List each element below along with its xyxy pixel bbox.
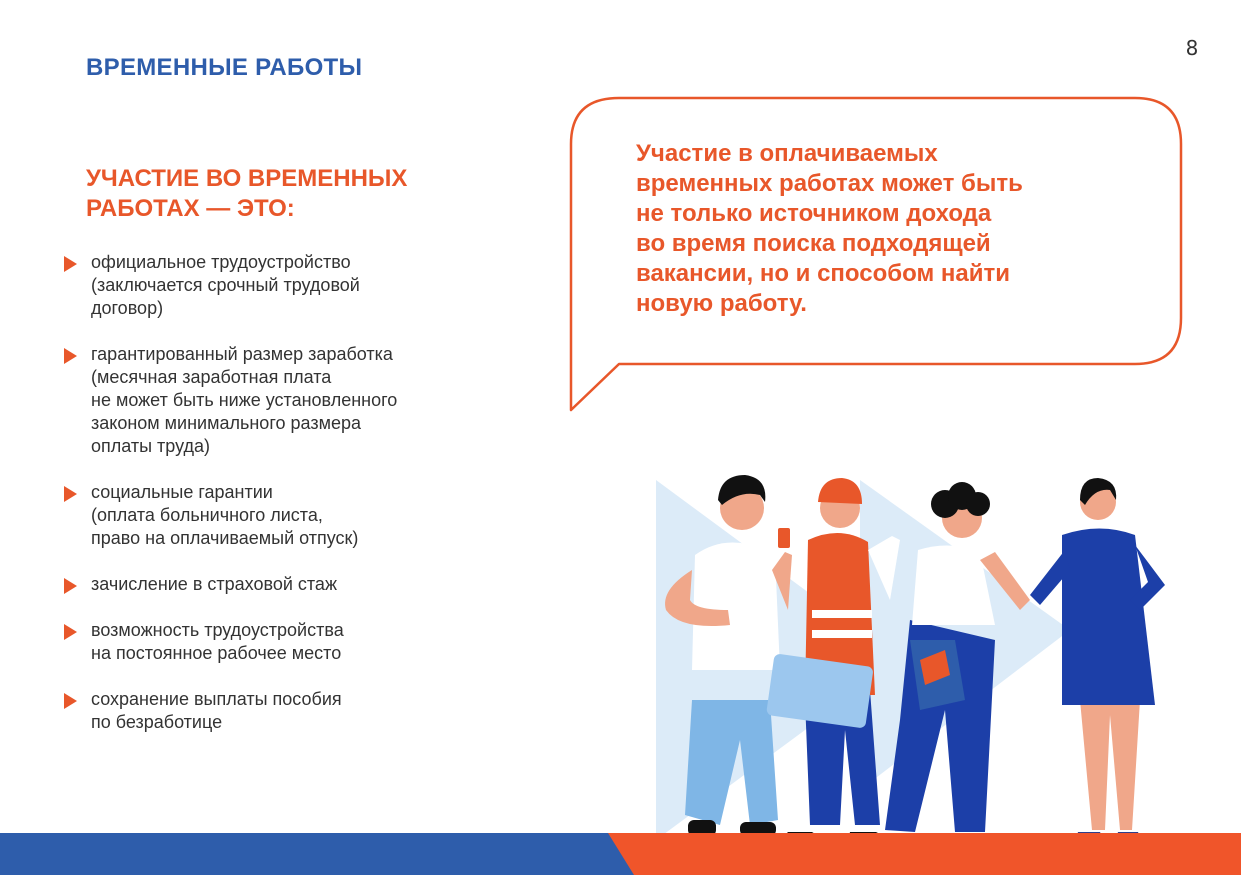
page-number: 8 bbox=[1185, 36, 1199, 60]
list-item bbox=[62, 619, 502, 665]
list-item bbox=[62, 573, 502, 596]
subtitle: УЧАСТИЕ ВО ВРЕМЕННЫХ РАБОТАХ — ЭТО: bbox=[86, 165, 408, 222]
benefit-text: сохранение выплаты пособия по безработице bbox=[91, 689, 342, 732]
list-item bbox=[62, 251, 502, 320]
triangle-bullet-icon bbox=[64, 578, 77, 594]
footer-orange-band bbox=[608, 833, 1241, 875]
list-item bbox=[62, 343, 502, 458]
triangle-bullet-icon bbox=[64, 624, 77, 640]
triangle-bullet-icon bbox=[64, 348, 77, 364]
section-title: ВРЕМЕННЫЕ РАБОТЫ bbox=[86, 54, 363, 81]
benefit-text: гарантированный размер заработка (месячная заработная плата не может быть ниже установленного законом минимального размера оплаты труда) bbox=[91, 344, 398, 456]
benefits-list bbox=[62, 251, 502, 757]
benefit-text: зачисление в страховой стаж bbox=[91, 574, 337, 594]
benefit-text: социальные гарантии (оплата больничного листа, право на оплачиваемый отпуск) bbox=[91, 482, 359, 548]
list-item bbox=[62, 481, 502, 550]
person-woman-suit bbox=[1030, 478, 1165, 842]
triangle-bullet-icon bbox=[64, 256, 77, 272]
benefit-text: официальное трудоустройство (заключается срочный трудовой договор) bbox=[91, 252, 360, 318]
benefit-text: возможность трудоустройства на постоянное рабочее место bbox=[91, 620, 344, 663]
triangle-bullet-icon bbox=[64, 486, 77, 502]
footer-blue-band bbox=[0, 833, 640, 875]
group-of-workers-icon bbox=[600, 460, 1241, 875]
list-item bbox=[62, 688, 502, 734]
callout-text: Участие в оплачиваемых временных работах может быть не только источником дохода во время поиска подходящей вакансии, но и способом найти новую работу. bbox=[636, 140, 1023, 317]
triangle-bullet-icon bbox=[64, 693, 77, 709]
